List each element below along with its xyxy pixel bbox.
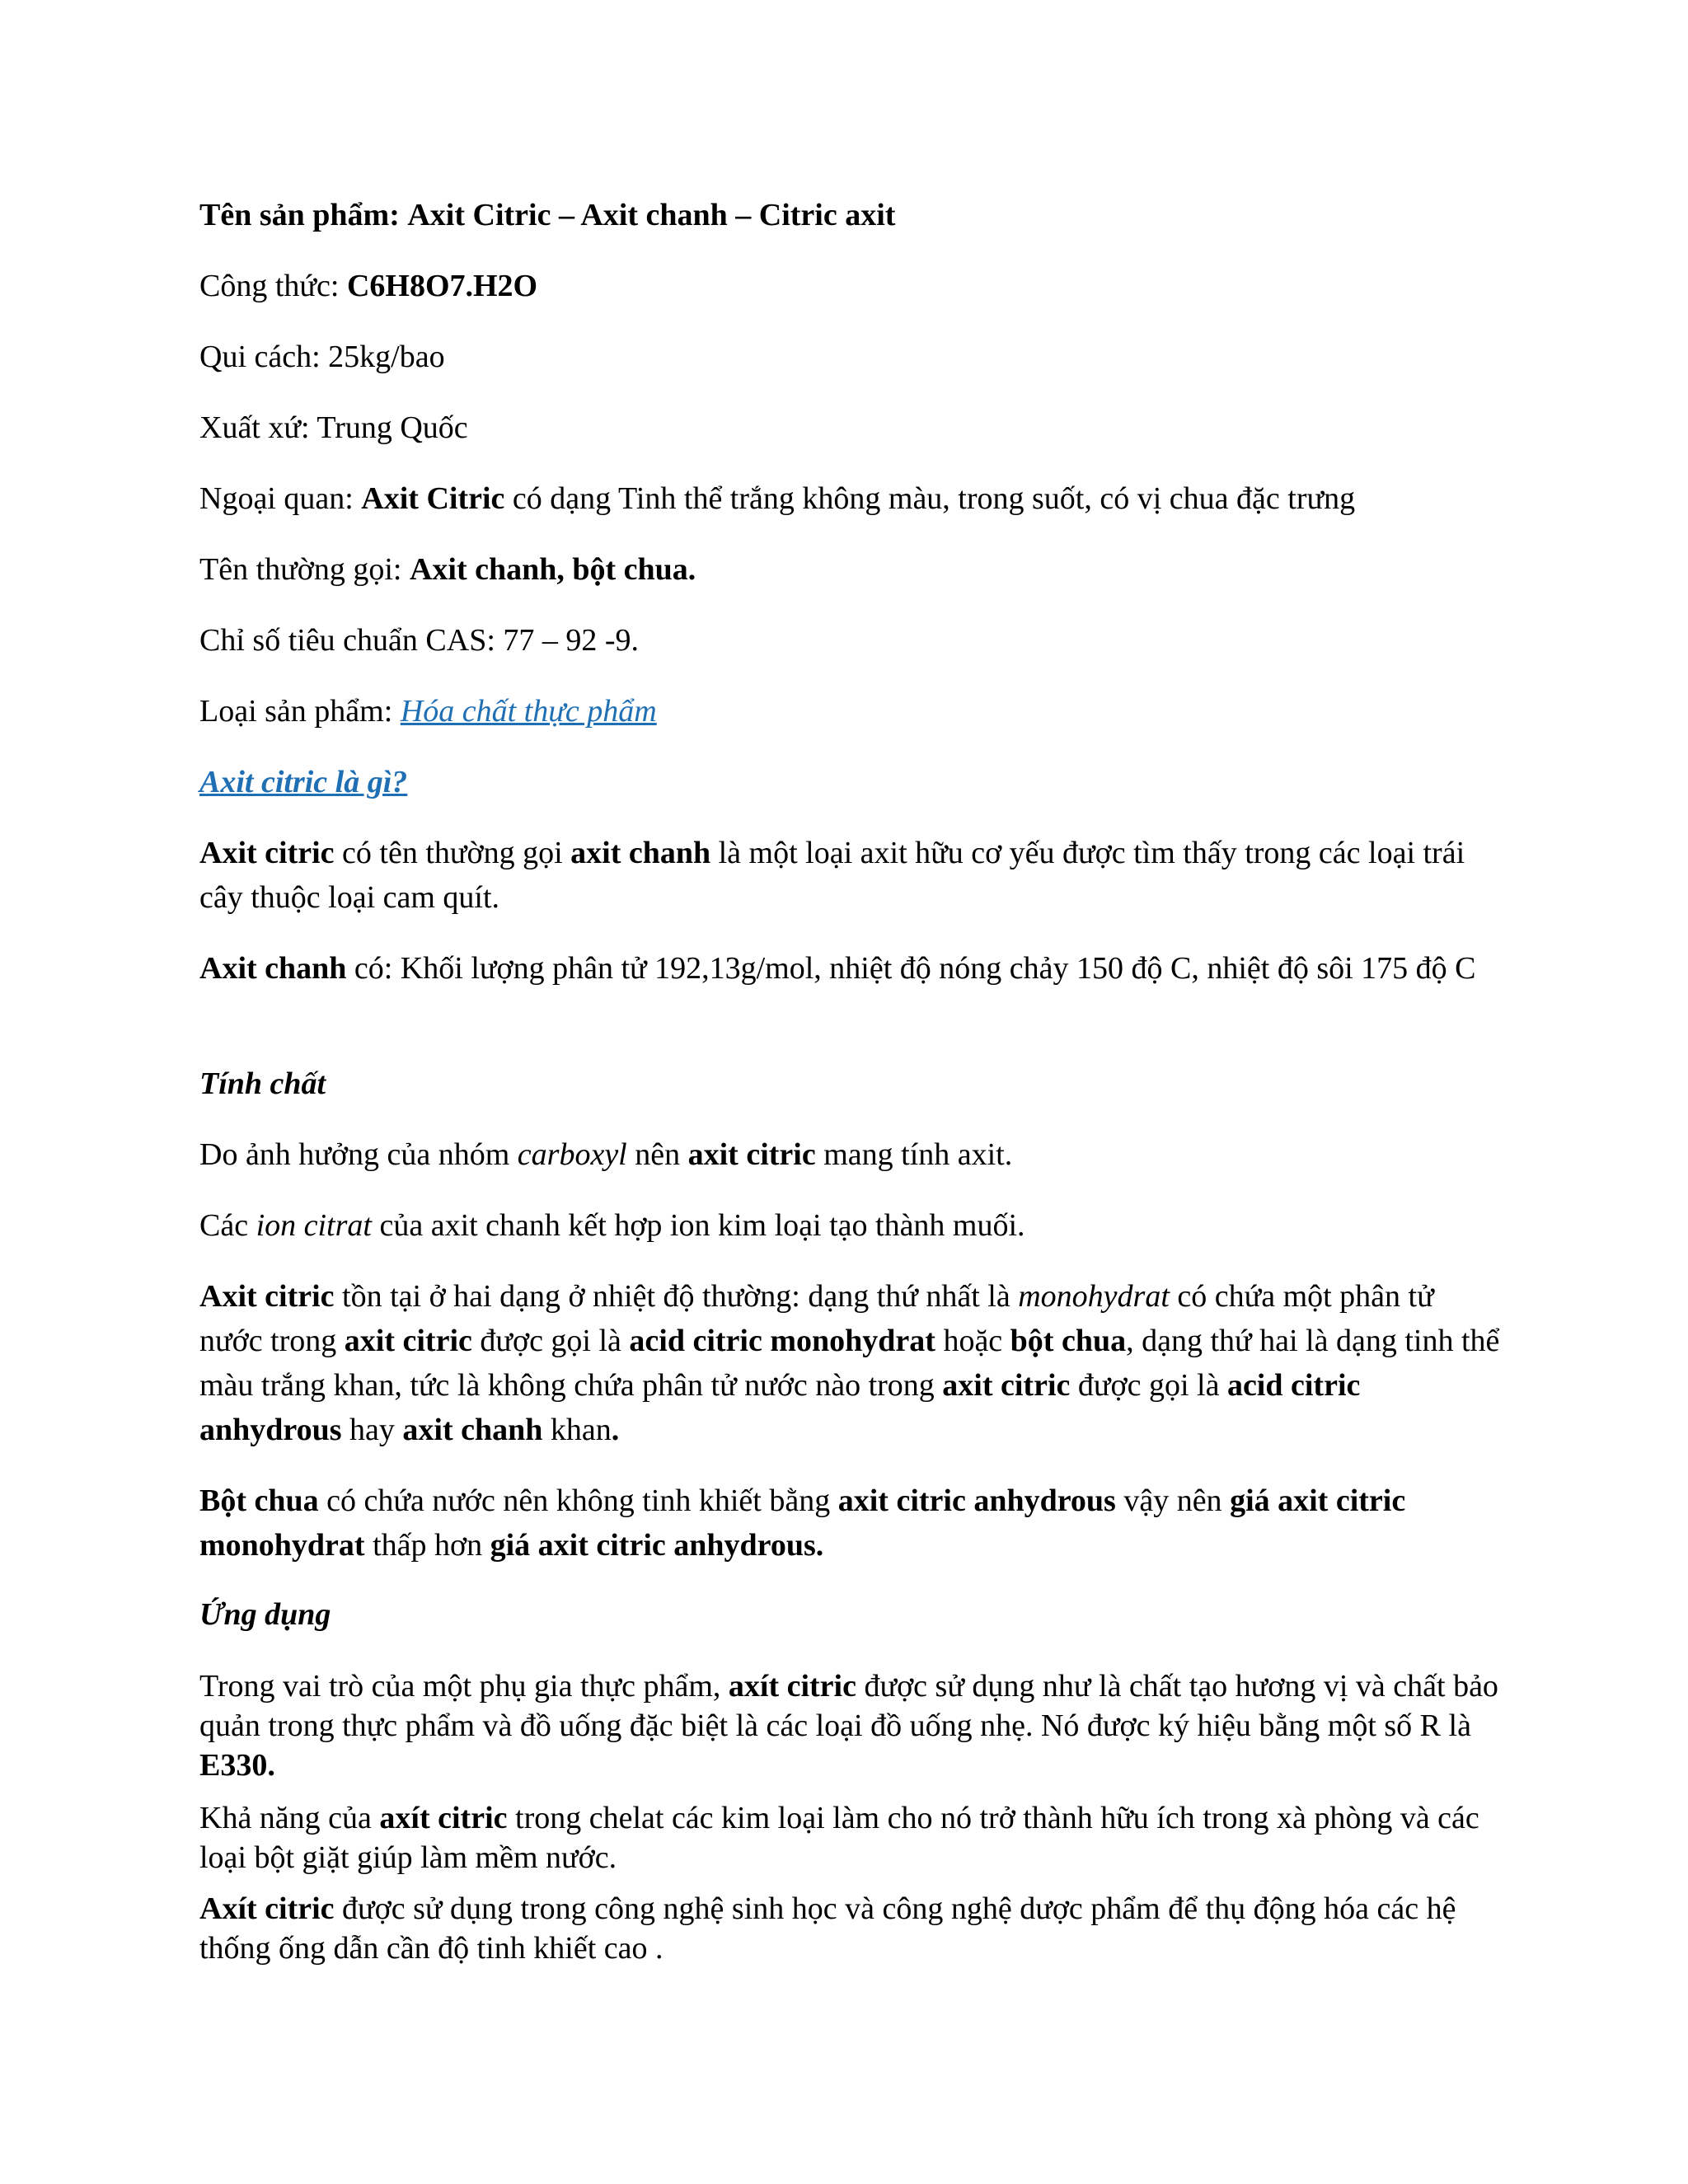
formula-label: Công thức: bbox=[199, 269, 340, 303]
bold-axit-citric: Axít citric bbox=[199, 1891, 335, 1926]
bold-axit-citric: axít citric bbox=[379, 1801, 508, 1835]
product-name-line bbox=[199, 193, 895, 237]
formula-line bbox=[199, 264, 537, 308]
appearance-bold: Axit Citric bbox=[361, 481, 505, 516]
text-span: nên bbox=[635, 1137, 681, 1172]
category-line bbox=[199, 689, 657, 733]
text-span: tồn tại ở hai dạng ở nhiệt độ thường: dạng thứ nhất là bbox=[342, 1279, 1010, 1314]
spec-text: Qui cách: 25kg/bao bbox=[199, 340, 445, 374]
appearance-label: Ngoại quan: bbox=[199, 481, 354, 516]
properties-paragraph-1 bbox=[199, 1132, 1012, 1177]
appearance-text: có dạng Tinh thể trắng không màu, trong suốt, có vị chua đặc trưng bbox=[512, 481, 1356, 516]
properties-paragraph-3 bbox=[199, 1274, 1502, 1452]
applications-paragraph-1 bbox=[199, 1666, 1502, 1785]
applications-paragraph-3 bbox=[199, 1889, 1502, 1968]
text-span: hoặc bbox=[943, 1324, 1003, 1358]
product-name-label: Tên sản phẩm: bbox=[199, 198, 400, 232]
text-span: là một loại axit hữu cơ yếu được tìm thấy trong các loại trái cây thuộc loại cam quít. bbox=[199, 836, 1465, 915]
text-span: được gọi là bbox=[1077, 1368, 1220, 1403]
text-span: được gọi là bbox=[480, 1324, 621, 1358]
text-span: Các bbox=[199, 1208, 249, 1243]
text-span: khan bbox=[550, 1413, 612, 1447]
text-span: trong chelat các kim loại làm cho nó trở thành hữu ích trong xà phòng và các loại bột giặt giúp làm mềm nước. bbox=[199, 1801, 1479, 1875]
bold-axit-citric: axit citric bbox=[344, 1324, 472, 1358]
category-label: Loại sản phẩm: bbox=[199, 694, 393, 729]
bold-acid-citric-anhydrous: acid citric anhydrous bbox=[199, 1368, 1361, 1447]
applications-paragraph-2 bbox=[199, 1798, 1502, 1877]
text-span: Do ảnh hưởng của nhóm bbox=[199, 1137, 510, 1172]
bold-axit-citric: axít citric bbox=[728, 1669, 856, 1704]
common-name-value: Axit chanh, bột chua. bbox=[409, 552, 696, 587]
text-span: của axit chanh kết hợp ion kim loại tạo thành muối. bbox=[379, 1208, 1025, 1243]
text-span: được sử dụng trong công nghệ sinh học và công nghệ dược phẩm để thụ động hóa các hệ thống ống dẫn cần độ tinh khiết cao . bbox=[199, 1891, 1456, 1966]
what-is-paragraph-2 bbox=[199, 946, 1502, 991]
bold-axit-chanh: axit chanh bbox=[402, 1413, 543, 1447]
italic-monohydrat: monohydrat bbox=[1018, 1279, 1170, 1314]
origin-text: Xuất xứ: Trung Quốc bbox=[199, 410, 468, 445]
common-name-label: Tên thường gọi: bbox=[199, 552, 402, 587]
formula-value: C6H8O7.H2O bbox=[346, 269, 538, 303]
bold-axit-citric: Axit citric bbox=[199, 836, 335, 870]
common-name-line bbox=[199, 547, 696, 592]
text-span: , dạng thứ hai là dạng tinh thể màu trắng khan, tức là không chứa phân tử nước nào trong bbox=[199, 1324, 1500, 1403]
spec-line bbox=[199, 335, 445, 379]
bold-axit-citric: Axit citric bbox=[199, 1279, 335, 1314]
bold-acid-citric-monohydrat: acid citric monohydrat bbox=[629, 1324, 935, 1358]
category-link[interactable]: Hóa chất thực phẩm bbox=[400, 694, 657, 729]
bold-gia-anhydrous: giá axit citric anhydrous. bbox=[490, 1528, 824, 1563]
appearance-line bbox=[199, 476, 1355, 521]
text-span: có: Khối lượng phân tử 192,13g/mol, nhiệt độ nóng chảy 150 độ C, nhiệt độ sôi 175 độ C bbox=[354, 951, 1476, 986]
bold-bot-chua: bột chua bbox=[1010, 1324, 1127, 1358]
bold-e330: E330. bbox=[199, 1748, 275, 1783]
properties-paragraph-2 bbox=[199, 1203, 1025, 1248]
bold-period: . bbox=[611, 1413, 620, 1447]
text-span: có tên thường gọi bbox=[342, 836, 563, 870]
bold-axit-citric: axit citric bbox=[942, 1368, 1071, 1403]
text-span: có chứa nước nên không tinh khiết bằng bbox=[326, 1483, 831, 1518]
applications-heading: Ứng dụng bbox=[199, 1597, 331, 1632]
properties-paragraph-4 bbox=[199, 1479, 1502, 1568]
bold-bot-chua: Bột chua bbox=[199, 1483, 319, 1518]
cas-line bbox=[199, 618, 639, 663]
text-span: có chứa một phân tử nước trong bbox=[199, 1279, 1434, 1358]
bold-axit-chanh: Axit chanh bbox=[199, 951, 347, 986]
what-is-heading-link[interactable]: Axit citric là gì? bbox=[199, 765, 408, 799]
what-is-paragraph-1 bbox=[199, 831, 1502, 920]
bold-gia-monohydrat: giá axit citric monohydrat bbox=[199, 1483, 1406, 1563]
bold-axit-chanh: axit chanh bbox=[570, 836, 711, 870]
bold-axit-citric-anhydrous: axit citric anhydrous bbox=[837, 1483, 1116, 1518]
cas-text: Chỉ số tiêu chuẩn CAS: 77 – 92 -9. bbox=[199, 623, 640, 658]
properties-heading: Tính chất bbox=[199, 1066, 326, 1101]
text-span: thấp hơn bbox=[373, 1528, 483, 1563]
italic-ion-citrat: ion citrat bbox=[256, 1208, 372, 1243]
product-name-value: Axit Citric – Axit chanh – Citric axit bbox=[407, 198, 896, 232]
text-span: hay bbox=[349, 1413, 395, 1447]
text-span: mang tính axit. bbox=[823, 1137, 1013, 1172]
text-span: Trong vai trò của một phụ gia thực phẩm, bbox=[199, 1669, 721, 1704]
text-span: được sử dụng như là chất tạo hương vị và chất bảo quản trong thực phẩm và đồ uống đặc biệt là các loại đồ uống nhẹ. Nó được ký hiệu bằng một số R là bbox=[199, 1669, 1498, 1743]
what-is-heading-line bbox=[199, 760, 407, 804]
text-span: vậy nên bbox=[1123, 1483, 1222, 1518]
text-span: Khả năng của bbox=[199, 1801, 372, 1835]
origin-line bbox=[199, 405, 468, 450]
bold-axit-citric: axit citric bbox=[687, 1137, 816, 1172]
italic-carboxyl: carboxyl bbox=[517, 1137, 627, 1172]
